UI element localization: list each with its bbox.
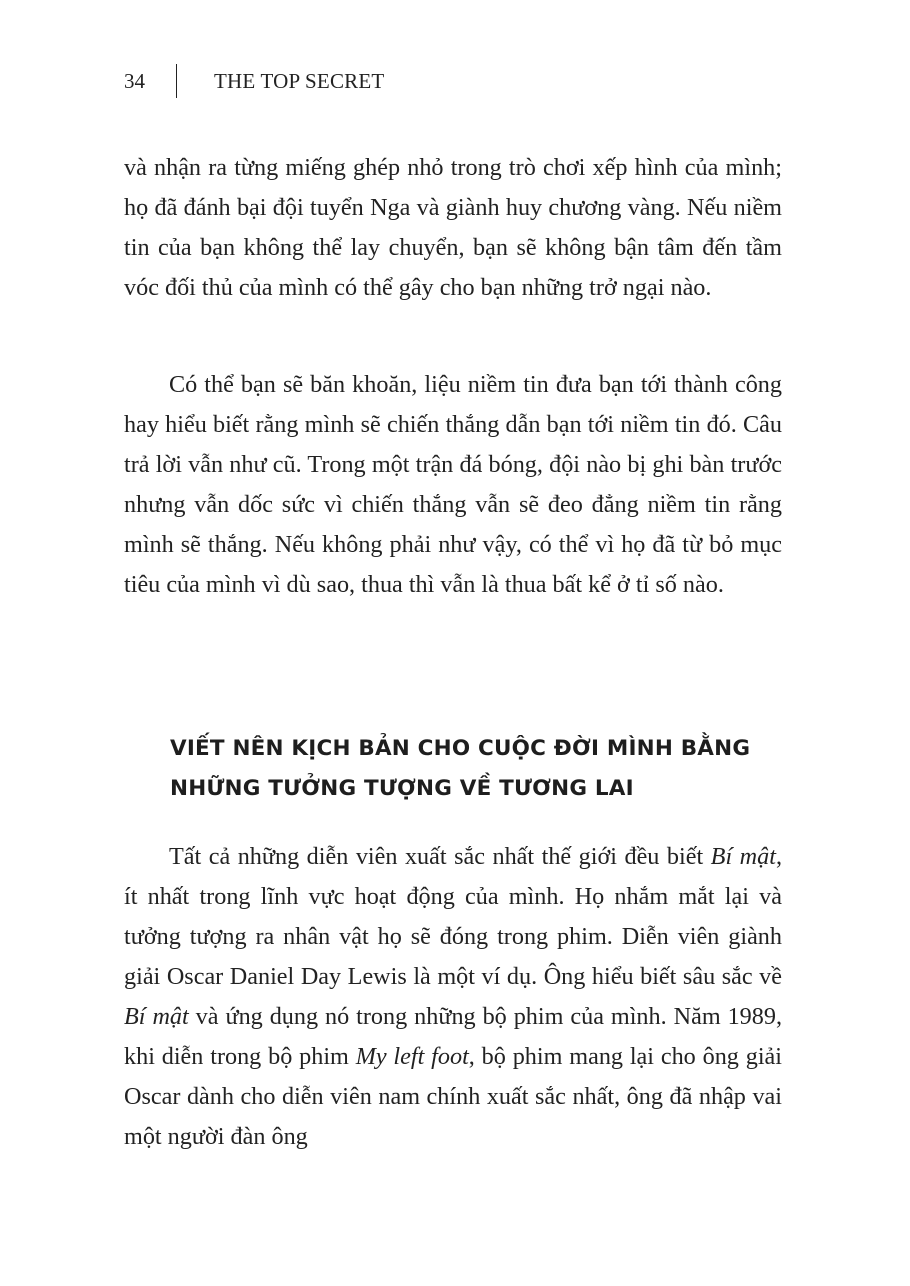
header-divider	[176, 64, 177, 98]
paragraph-1: và nhận ra từng miếng ghép nhỏ trong trò chơi xếp hình của mình; họ đã đánh bại đội tuyển Nga và giành huy chương vàng. Nếu niềm tin của bạn không thể lay chuyển, bạn sẽ không bận tâm đến tầm vóc đối thủ của mình có thể gây cho bạn những trở ngại nào.	[124, 154, 782, 301]
section-heading-line-2: NHỮNG TƯỞNG TƯỢNG VỀ TƯƠNG LAI	[170, 776, 634, 801]
paragraph-2: Có thể bạn sẽ băn khoăn, liệu niềm tin đưa bạn tới thành công hay hiểu biết rằng mình sẽ chiến thắng dẫn bạn tới niềm tin đó. Câu trả lời vẫn như cũ. Trong một trận đá bóng, đội nào bị ghi bàn trước nhưng vẫn dốc sức vì chiến thắng vẫn sẽ đeo đẳng niềm tin rằng mình sẽ thắng. Nếu không phải như vậy, có thể vì họ đã từ bỏ mục tiêu của mình vì dù sao, thua thì vẫn là thua bất kể ở tỉ số nào.	[124, 371, 782, 598]
section-heading	[170, 729, 770, 809]
paragraph-3-part-1: Tất cả những diễn viên xuất sắc nhất thế giới đều biết	[169, 843, 711, 870]
italic-book-title-1: Bí mật	[710, 843, 776, 870]
paragraph-3-part-4: , bộ phim mang lại cho ông giải Oscar dành cho diễn viên nam chính xuất sắc nhất, ông đã nhập vai một người đàn ông	[124, 1043, 782, 1150]
section-heading-line-1: VIẾT NÊN KỊCH BẢN CHO CUỘC ĐỜI MÌNH BẰNG	[170, 736, 751, 761]
paragraph-3	[124, 837, 782, 1157]
paragraph-3-part-3: và ứng dụng nó trong những bộ phim của mình. Năm 1989, khi diễn trong bộ phim	[124, 1003, 782, 1070]
italic-book-title-2: Bí mật	[124, 1003, 189, 1030]
running-head	[124, 64, 384, 98]
page-number: 34	[124, 68, 145, 93]
italic-film-title: My left foot	[355, 1043, 469, 1070]
paragraph-3-part-2: , ít nhất trong lĩnh vực hoạt động của mình. Họ nhắm mắt lại và tưởng tượng ra nhân vật họ sẽ đóng trong phim. Diễn viên giành giải Oscar Daniel Day Lewis là một ví dụ. Ông hiểu biết sâu sắc về	[124, 843, 782, 990]
book-title: THE TOP SECRET	[214, 68, 385, 93]
